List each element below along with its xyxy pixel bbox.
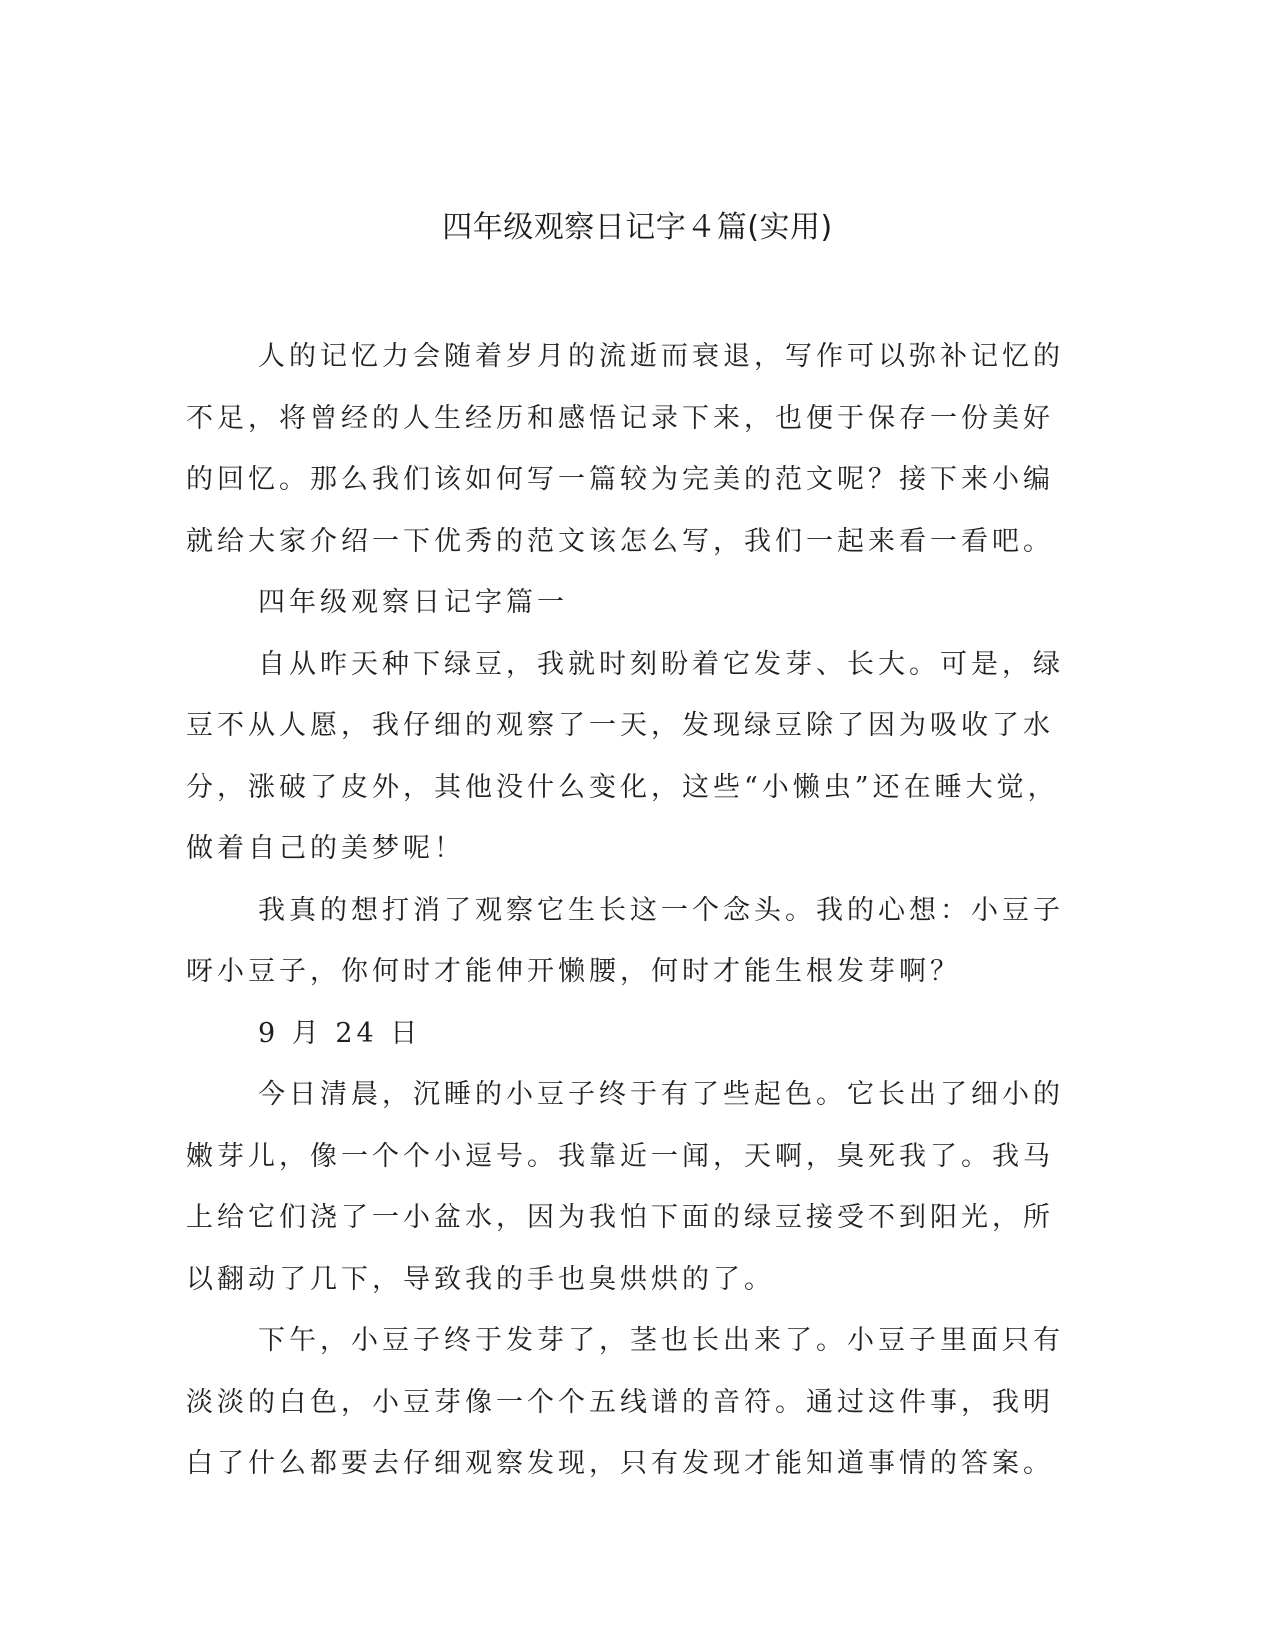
section-heading: 四年级观察日记字篇一	[258, 587, 568, 618]
document-title: 四年级观察日记字４篇(实用)	[442, 210, 833, 245]
body-paragraph: 今日清晨，沉睡的小豆子终于有了些起色。它长出了细小的嫩芽儿，像一个个小逗号。我靠近一闻，天啊，臭死我了。我马上给它们浇了一小盆水，因为我怕下面的绿豆接受不到阳光，所以翻动了几下，导致我的手也臭烘烘的了。	[186, 1079, 1064, 1295]
date-line: 9 月 24 日	[258, 1017, 422, 1049]
document-body	[186, 326, 1066, 1495]
body-paragraph: 我真的想打消了观察它生长这一个念头。我的心想：小豆子呀小豆子，你何时才能伸开懒腰，何时才能生根发芽啊？	[186, 894, 1064, 987]
body-paragraph: 自从昨天种下绿豆，我就时刻盼着它发芽、长大。可是，绿豆不从人愿，我仔细的观察了一天，发现绿豆除了因为吸收了水分，涨破了皮外，其他没什么变化，这些“小懒虫”还在睡大觉，做着自己的美梦呢！	[186, 648, 1064, 864]
intro-paragraph: 人的记忆力会随着岁月的流逝而衰退，写作可以弥补记忆的不足，将曾经的人生经历和感悟记录下来，也便于保存一份美好的回忆。那么我们该如何写一篇较为完美的范文呢？接下来小编就给大家介绍一下优秀的范文该怎么写，我们一起来看一看吧。	[186, 341, 1064, 557]
body-paragraph: 下午，小豆子终于发芽了，茎也长出来了。小豆子里面只有淡淡的白色，小豆芽像一个个五线谱的音符。通过这件事，我明白了什么都要去仔细观察发现，只有发现才能知道事情的答案。	[186, 1325, 1064, 1479]
